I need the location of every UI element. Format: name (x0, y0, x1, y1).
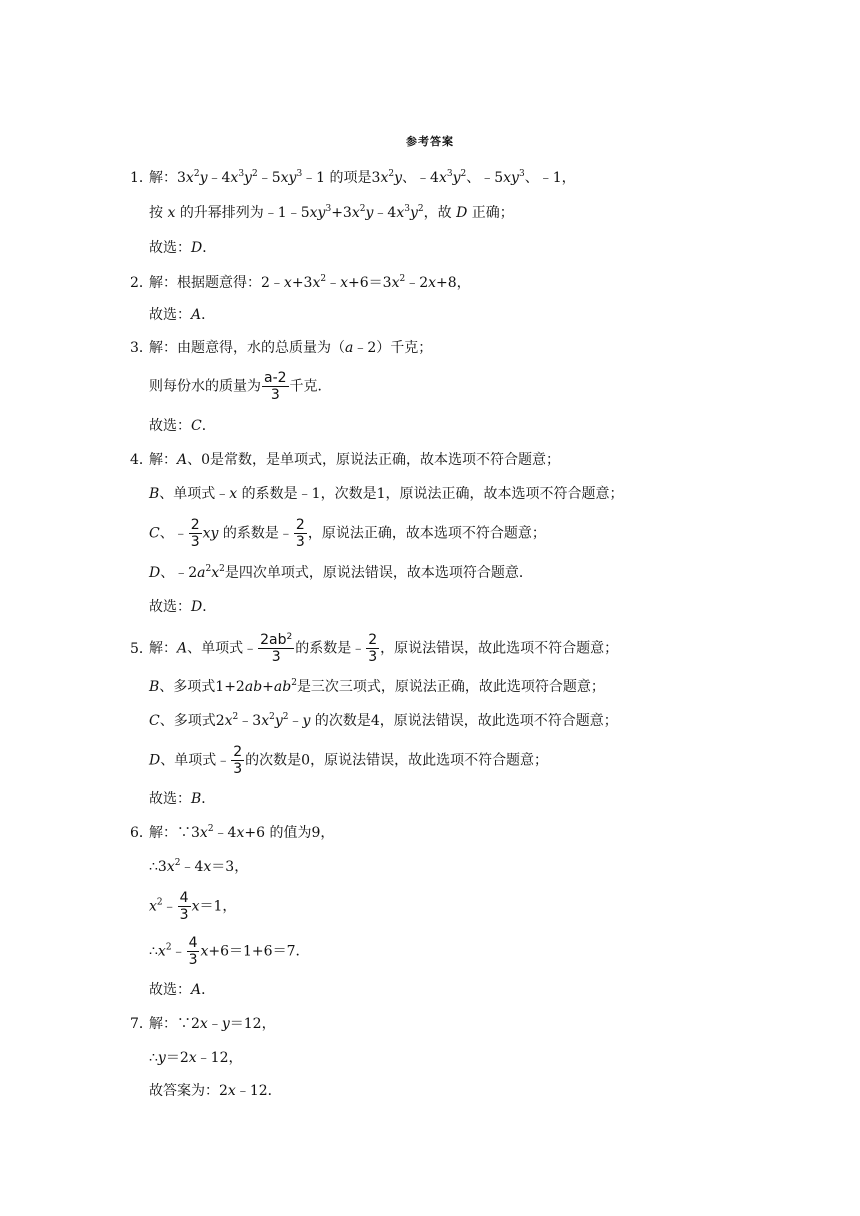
answer-4-line-C: C、﹣ $\frac{2}{3}$ xy 的系数是﹣ $\frac{2}{3}$ ，原说法正确，故本选项不符合题意； (149, 517, 546, 550)
answer-1-choice: 故选：D． (149, 240, 217, 256)
answer-4-line-A: 4．解：A、0是常数，是单项式，原说法正确，故本选项不符合题意； (130, 452, 561, 468)
answer-3-line-1: 3．解：由题意得，水的总质量为（a﹣2）千克； (130, 340, 433, 356)
answer-5-line-C: C、多项式$2x^2﹣3x^2y^2﹣y$ 的次数是4，原说法错误，故此选项不符合题意； (149, 712, 618, 729)
answer-2-choice: 故选：A． (149, 307, 216, 323)
answer-3-choice: 故选：C． (149, 418, 216, 434)
answer-5-choice: 故选：B． (149, 791, 216, 807)
fraction: $\frac{2}{3}$ (190, 517, 200, 550)
answer-6-choice: 故选：A． (149, 982, 216, 998)
fraction: $\frac{2}{3}$ (368, 632, 378, 665)
answer-6-line-3: $x^2﹣$ $\frac{4}{3}$ x＝1， (149, 890, 237, 923)
answer-7-line-3: 故答案为：2x﹣12． (149, 1083, 282, 1099)
answer-5-line-A: 5．解：A、单项式﹣ $\frac{2ab^2}{3}$ 的系数是﹣ $\frac{2}{3}$ ，原说法错误，故此选项不符合题意； (130, 632, 619, 665)
fraction: $\frac{2}{3}$ (295, 517, 305, 550)
fraction: $\frac{2}{3}$ (233, 744, 243, 777)
answer-6-line-2: $\therefore 3x^2﹣4x=3$， (149, 858, 249, 875)
answer-7-line-1: 7．解：∵2x﹣y＝12， (130, 1016, 276, 1032)
answer-6-line-1: 6．解：$\because 3x^2﹣4x+6$ 的值为9， (130, 824, 335, 841)
answer-5-line-D: D、单项式﹣ $\frac{2}{3}$ 的次数是0，原说法错误，故此选项不符合题意； (149, 744, 549, 777)
fraction: $\frac{4}{3}$ (188, 935, 198, 968)
answer-4-line-D: D、$﹣2a^2x^2$是四次单项式，原说法错误，故本选项符合题意． (149, 564, 533, 581)
answer-5-line-B: B、多项式$1+2ab+ab^2$是三次三项式，原说法正确，故此选项符合题意； (149, 678, 605, 695)
page-title: 参考答案 (406, 135, 454, 148)
answer-6-line-4: $\therefore x^2﹣$ $\frac{4}{3}$ x+6＝1+6＝7． (149, 935, 310, 968)
answer-1-line-1: 1．解：$3x^2y﹣4x^3y^2﹣5xy^3﹣1$ 的项是$3x^2y$、$﹣4x^3y^2$、$﹣5xy^3$、﹣1， (130, 169, 576, 186)
answer-7-line-2: ∴y＝2x﹣12， (149, 1050, 243, 1066)
fraction: $\frac{4}{3}$ (179, 890, 189, 923)
fraction: $\frac{a-2}{3}$ (264, 370, 287, 403)
answer-4-choice: 故选：D． (149, 599, 217, 615)
answer-2-line-1: 2．解：根据题意得：$2﹣x+3x^2﹣x+6=3x^2﹣2x+8$， (130, 274, 471, 291)
answer-3-line-2: 则每份水的质量为 $\frac{a-2}{3}$ 千克． (149, 370, 332, 403)
answer-4-line-B: B、单项式﹣x 的系数是﹣1，次数是1，原说法正确，故本选项不符合题意； (149, 486, 624, 502)
answer-1-line-2: 按 x 的升幂排列为$﹣1﹣5xy^3+3x^2y﹣4x^3y^2$，故 D 正确； (149, 204, 514, 221)
fraction: $\frac{2ab^2}{3}$ (260, 632, 293, 665)
